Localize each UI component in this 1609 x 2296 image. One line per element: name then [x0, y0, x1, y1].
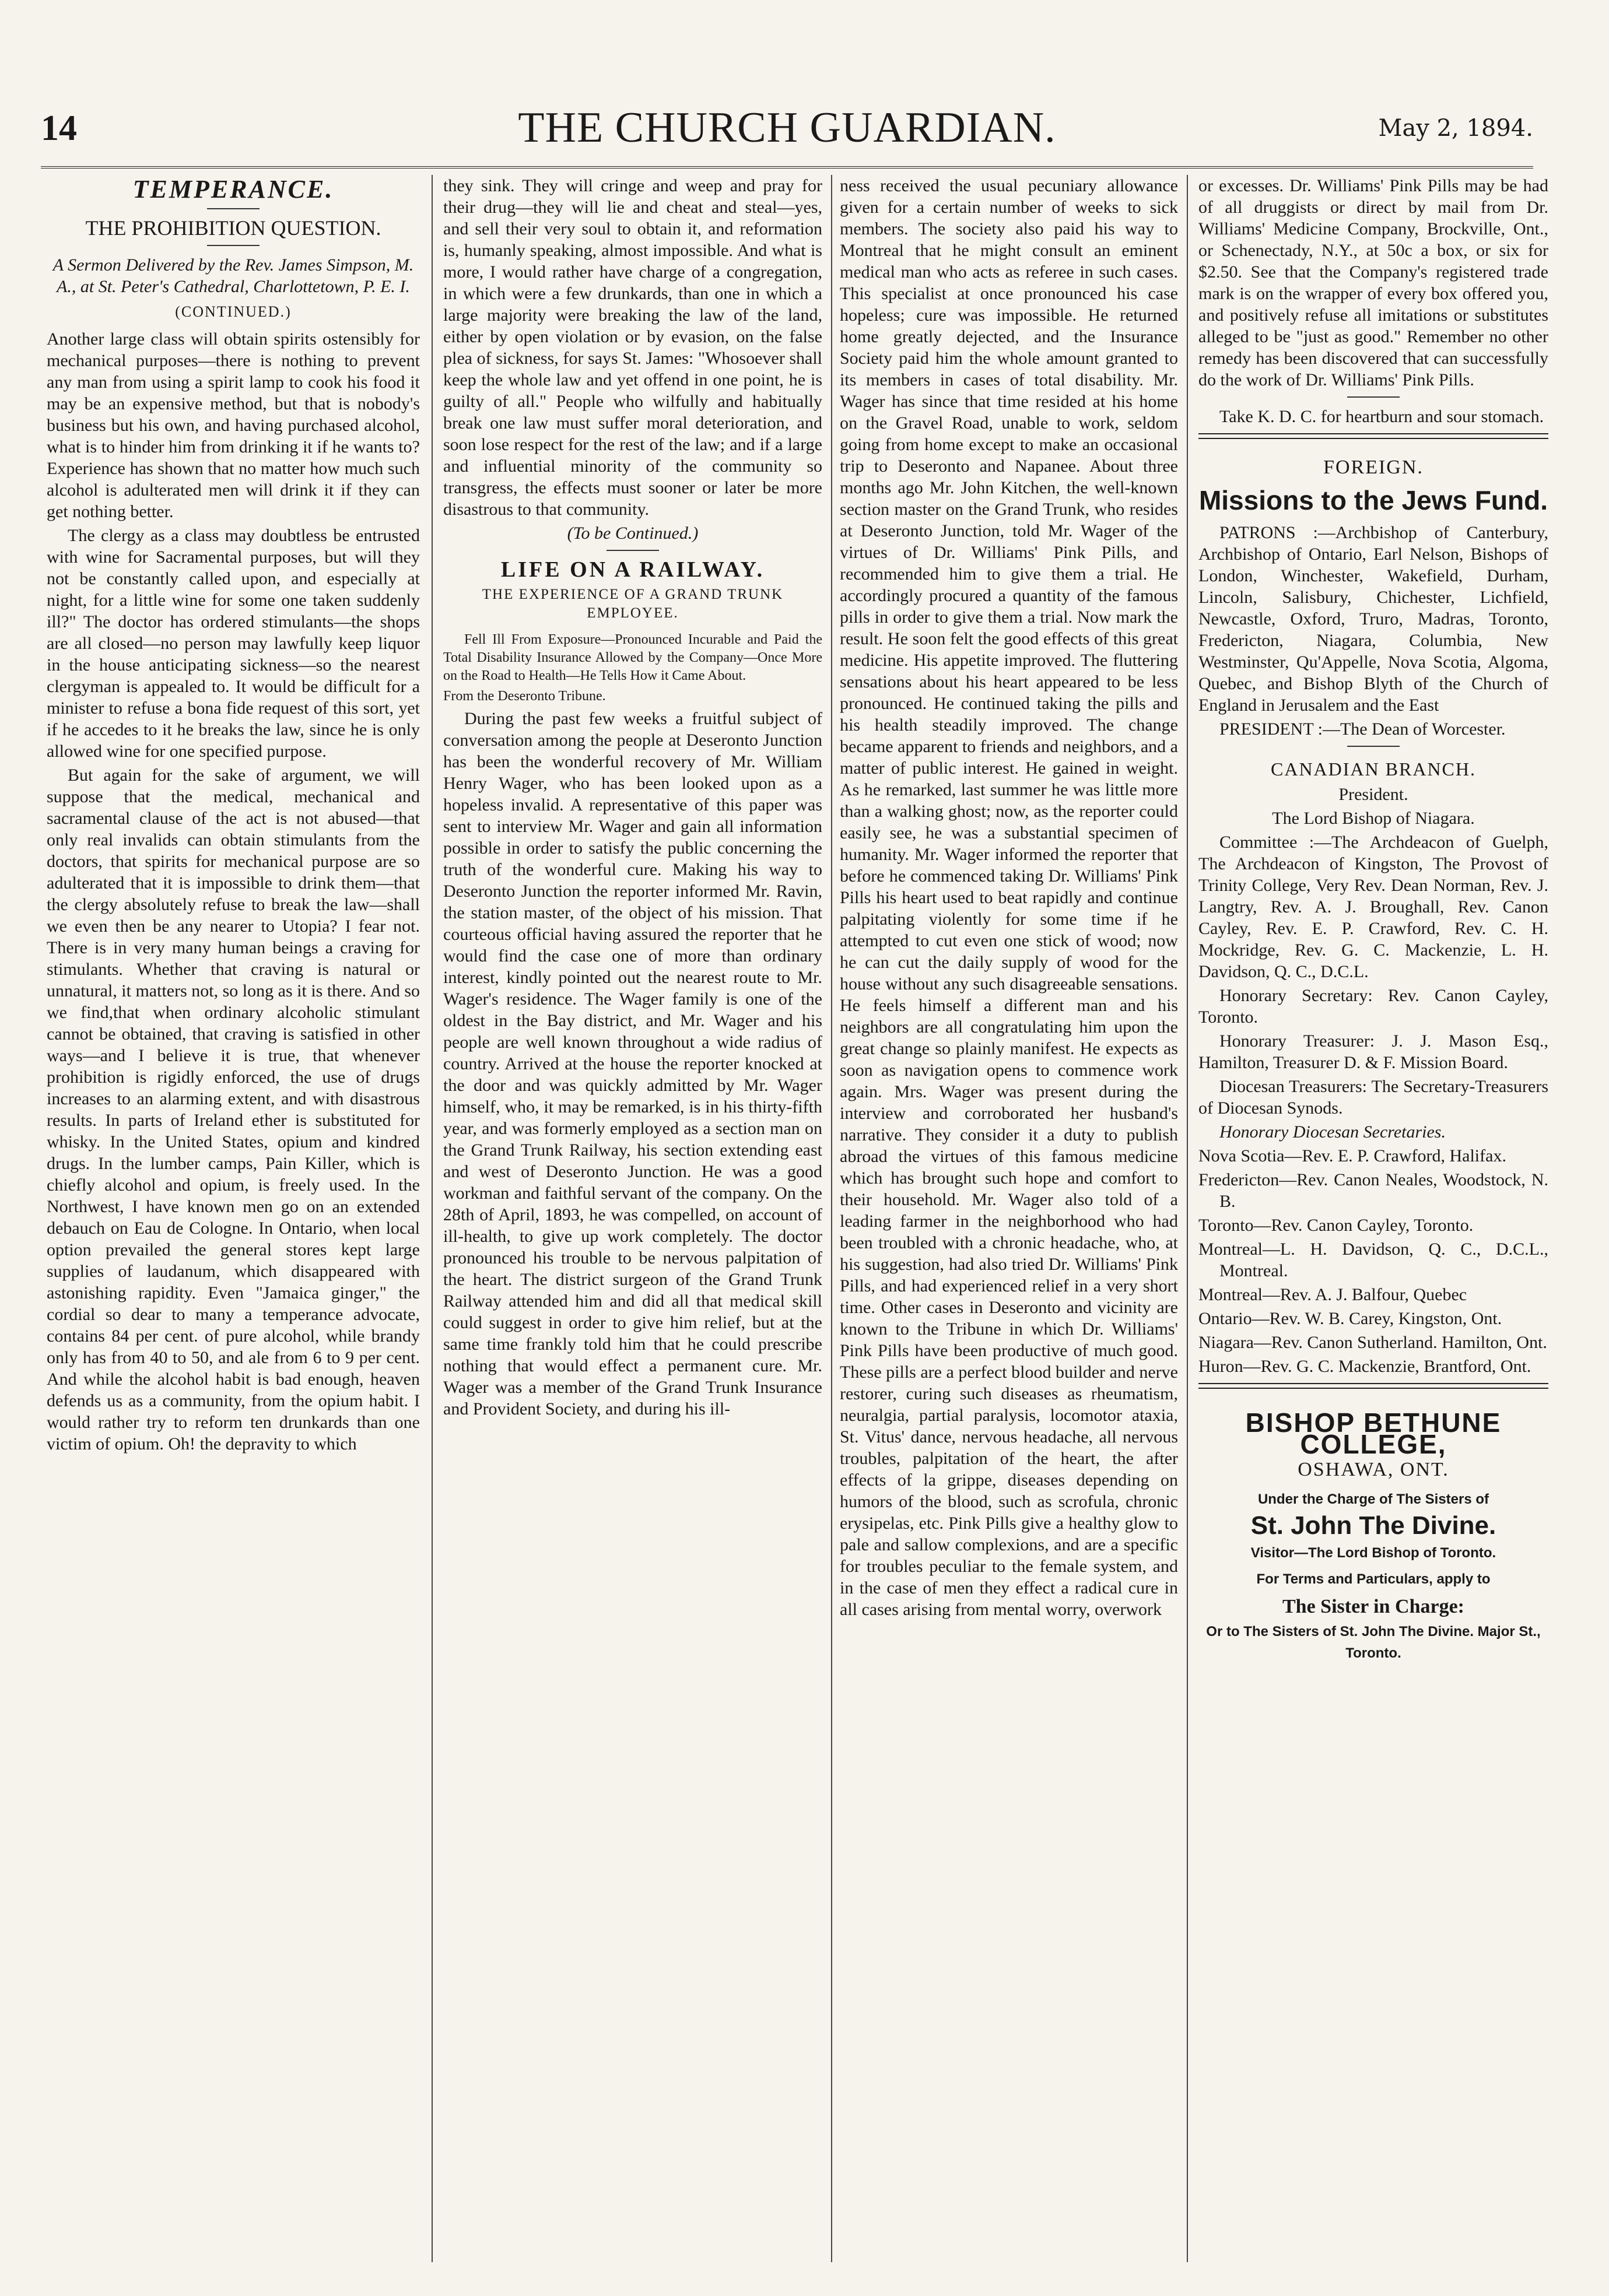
byline: A Sermon Delivered by the Rev. James Simpson, M. A., at St. Peter's Cathedral, Charlottetown, P. E. I.: [52, 255, 414, 296]
double-rule: [1198, 433, 1548, 439]
honorary-treasurer: Honorary Treasurer: J. J. Mason Esq., Hamilton, Treasurer D. & F. Mission Board.: [1198, 1031, 1548, 1072]
divider: [607, 550, 659, 551]
paragraph: The clergy as a class may doubtless be entrusted with wine for Sacramental purposes, but will they not be constantly called upon, and especially at night, for a little wine for some one taken suddenly ill?" The doctor has ordered stimulants—the shops are all closed—no person may lawfully keep liquor in the house anticipating sickness—so the nearest clergyman is appealed to. It would be difficult for a minister to refuse a bona fide request of this sort, yet if he accedes to it he breaks the law, since he is only allowed wine for one specified purpose.: [47, 526, 420, 761]
article-heading: THE PROHIBITION QUESTION.: [85, 216, 381, 240]
list-item: Ontario—Rev. W. B. Carey, Kingston, Ont.: [1198, 1309, 1502, 1328]
list-item: Montreal—Rev. A. J. Balfour, Quebec: [1198, 1285, 1467, 1304]
diocesan-treasurers: Diocesan Treasurers: The Secretary-Treasurers of Diocesan Synods.: [1198, 1077, 1548, 1118]
column-rule: [831, 175, 832, 2262]
to-be-continued: (To be Continued.): [567, 524, 699, 543]
paragraph: or excesses. Dr. Williams' Pink Pills may be had of all druggists or direct by mail from Dr. Williams' Medicine Company, Brockville, Ont., or Schenectady, N.Y., at 50c a box, or six for $2.50. See that the Company's registered trade mark is on the wrapper of every box offered you, and positively refuse all imitations or substitutes alleged to be "just as good." Remember no other remedy has been discovered that can successfully do the work of Dr. Williams' Pink Pills.: [1198, 176, 1548, 389]
list-item: Fredericton—Rev. Canon Neales, Woodstock, N. B.: [1198, 1170, 1548, 1211]
list-item: Montreal—L. H. Davidson, Q. C., D.C.L., Montreal.: [1198, 1240, 1548, 1280]
continued-note: (CONTINUED.): [175, 303, 292, 320]
ad-heading: St. John The Divine.: [1250, 1511, 1496, 1540]
honorary-secretary: Honorary Secretary: Rev. Canon Cayley, Toronto.: [1198, 986, 1548, 1027]
branch-heading: CANADIAN BRANCH.: [1270, 759, 1476, 780]
diocesan-secretaries-heading: Honorary Diocesan Secretaries.: [1219, 1122, 1446, 1142]
list-item: Nova Scotia—Rev. E. P. Crawford, Halifax.: [1198, 1146, 1506, 1165]
article-summary: Fell Ill From Exposure—Pronounced Incurable and Paid the Total Disability Insurance Allowed by the Company—Once More on the Road to Health—He Tells How it Came About.: [443, 632, 822, 683]
paragraph: they sink. They will cringe and weep and pray for their drug—they will lie and cheat and steal—yes, and sell their very soul to obtain it, and reformation is, humanly speaking, almost impossible. And what is more, I would rather have charge of a congregation, in which were a few drunkards, than one in which a large majority were breaking the law of the land, either by open violation or by evasion, on the false plea of sickness, for says St. James: "Whosoever shall keep the whole law and yet offend in one point, he is guilty of all." People who wilfully and habitually break one law must suffer moral deterioration, and soon lose respect for the rest of the law; and if a large and influential minority of the community so transgress, the effects must sooner or later be more disastrous to that community.: [443, 176, 822, 519]
list-item: Toronto—Rev. Canon Cayley, Toronto.: [1198, 1216, 1474, 1235]
president-line: PRESIDENT :—The Dean of Worcester.: [1219, 719, 1506, 739]
fund-heading: Missions to the Jews Fund.: [1198, 485, 1548, 515]
double-rule: [1198, 1383, 1548, 1389]
ad-line: Under the Charge of The Sisters of: [1257, 1491, 1489, 1507]
kdc-ad: Take K. D. C. for heartburn and sour stomach.: [1219, 407, 1544, 426]
column-3: [840, 175, 1178, 2251]
ad-line: Or to The Sisters of St. John The Divine. Major St., Toronto.: [1206, 1624, 1541, 1661]
paragraph: During the past few weeks a fruitful subject of conversation among the people at Deseronto Junction has been the wonderful recovery of Mr. William Henry Wager, who has been looked upon as a hopeless invalid. A representative of this paper was sent to interview Mr. Wager and gain all information possible in order to satisfy the public concerning the truth of the wonderful cure. Making his way to Deseronto Junction the reporter informed Mr. Ravin, the station master, of the object of his mission. That courteous official having assured the reporter that he would find the case one of more than ordinary interest, kindly pointed out the nearest route to Mr. Wager's residence. The Wager family is one of the oldest in the Bay district, and Mr. Wager and his people are well known throughout a wide radius of country. Arrived at the house the reporter knocked at the door and was quickly admitted by Mr. Wager himself, who, it may be remarked, is in his thirty-fifth year, and was formerly employed as a section man on the Grand Trunk Railway, his section extending east and west of Deseronto Junction. He was a good workman and faithful servant of the company. On the 28th of April, 1893, he was compelled, on account of ill-health, to give up work completely. The doctor pronounced his trouble to be nervous palpitation of the heart. The district surgeon of the Grand Trunk Railway attended him and did all that medical skill could suggest in order to give him relief, but at the same time frankly told him that he could prescribe nothing that would effect a permanent cure. Mr. Wager was a member of the Grand Trunk Insurance and Provident Society, and during his ill-: [443, 709, 822, 1419]
divider: [207, 208, 260, 209]
patrons-list: PATRONS :—Archbishop of Canterbury, Archbishop of Ontario, Earl Nelson, Bishops of London, Winchester, Wakefield, Durham, Lincoln, Salisbury, Chichester, Lichfield, Newcastle, Oxford, Truro, Madras, Toronto, Fredericton, Niagara, Columbia, New Westminster, Qu'Appelle, Nova Scotia, Algoma, Quebec, and Bishop Blyth of the Church of England in Jerusalem and the East: [1198, 523, 1548, 715]
masthead: [41, 104, 1533, 168]
ad-contact-heading: The Sister in Charge:: [1282, 1596, 1464, 1617]
divider: [1347, 746, 1400, 747]
page-number: 14: [41, 108, 77, 148]
column-rule: [1187, 175, 1188, 2262]
paragraph: But again for the sake of argument, we will suppose that the medical, mechanical and sacramental clause of the act is not abused—that only real invalids can obtain stimulants from the doctors, that spirits for mechanical purpose are so adulterated that it is impossible to drink them—that the clergy absolutely refuse to break the law—shall we even then be any nearer to Utopia? I fear not. There is in very many human beings a craving for stimulants. Whether that craving is natural or unnatural, it matters not, so long as it is there. And so we find,that when ordinary alcoholic stimulant cannot be obtained, that craving is satisfied in other ways—and I believe it is true, that whenever prohibition is rigidly enforced, the use of drugs increases to an alarming extent, and with disastrous results. In parts of Ireland ether is substituted for whisky. In the United States, opium and kindred drugs. In the lumber camps, Pain Killer, which is chiefly alcohol and opium, is freely used. In the Northwest, I have known men go on an extended debauch on Eau de Cologne. In Ontario, when local option prevailed the general stores kept large supplies of laudanum, which disappeared with astonishing rapidity. Even "Jamaica ginger," the cordial so dear to many a temperance advocate, contains 84 per cent. of pure alcohol, while brandy only has from 40 to 50, and ale from 6 to 9 per cent. And while the alcohol habit is bad enough, heaven defends us as a community, from the opium habit. I would rather try to reform ten drunkards than one victim of opium. Oh! the depravity to which: [47, 766, 420, 1454]
college-location: OSHAWA, ONT.: [1298, 1459, 1449, 1480]
section-heading: FOREIGN.: [1323, 457, 1424, 478]
article-heading: LIFE ON A RAILWAY.: [500, 557, 765, 582]
article-source: From the Deseronto Tribune.: [443, 689, 606, 704]
issue-date: May 2, 1894.: [1378, 115, 1533, 142]
column-2: [443, 175, 822, 2251]
committee-list: Committee :—The Archdeacon of Guelph, The Archdeacon of Kingston, The Provost of Trinity College, Very Rev. Dean Norman, Rev. J. Langtry, Rev. A. J. Broughall, Rev. Canon Cayley, Rev. E. P. Crawford, Rev. C. H. Mockridge, Rev. G. C. Mackenzie, L. H. Davidson, Q. C., D.C.L.: [1198, 833, 1548, 981]
column-rule: [432, 175, 433, 2262]
ad-line: For Terms and Particulars, apply to: [1256, 1571, 1491, 1587]
divider: [207, 245, 260, 246]
column-1: [47, 175, 420, 2251]
newspaper-title: THE CHURCH GUARDIAN.: [518, 104, 1056, 152]
secretaries-list: [1198, 1145, 1548, 1377]
list-item: Huron—Rev. G. C. Mackenzie, Brantford, Ont.: [1198, 1357, 1531, 1376]
president-name: The Lord Bishop of Niagara.: [1272, 809, 1475, 828]
ad-line: Visitor—The Lord Bishop of Toronto.: [1250, 1545, 1496, 1561]
college-ad-heading: BISHOP BETHUNE COLLEGE,: [1245, 1407, 1502, 1459]
divider: [1347, 396, 1400, 398]
paragraph: ness received the usual pecuniary allowance given for a certain number of weeks to sick members. The society also paid his way to Montreal that he might consult an eminent medical man who acts as referee in such cases. This specialist at once pronounced his case hopeless; cure was impossible. He returned home greatly dejected, and the Insurance Society paid him the whole amount granted to its members in cases of total disability. Mr. Wager has since that time resided at his home on the Gravel Road, unable to work, seldom going from home except to make an occasional trip to Deseronto and Napanee. About three months ago Mr. John Kitchen, the well-known section master on the Grand Trunk, who resides at Deseronto Junction, told Mr. Wager of the virtues of Dr. Williams' Pink Pills, and recommended him to give them a trial. He accordingly procured a quantity of the famous pills in order to give them a trial. Now mark the result. He soon felt the good effects of this great medicine. His appetite improved. The fluttering sensations about his heart appeared to be less pronounced. He continued taking the pills and his health steadily improved. The change became apparent to friends and neighbors, and a matter of public interest. He gained in weight. As he remarked, last summer he was little more than a walking ghost; now, as the reporter could easily see, he was a substantial specimen of humanity. Mr. Wager informed the reporter that before he commenced taking Dr. Williams' Pink Pills his heart used to beat rapidly and continue palpitating violently for some time if he attempted to cut even one stick of wood; now he can cut the daily supply of wood for the house without any such disagreeable sensations. He feels himself a different man and his neighbors are all congratulating him upon the great change so plainly manifest. He expects as soon as navigation opens to commence work again. Mrs. Wager was present during the interview and corroborated her husband's narrative. They consider it a duty to publish abroad the virtues of this famous medicine which has brought such hope and comfort to their household. Mr. Wager also told of a leading farmer in the neighborhood who had been troubled with a chronic headache, who, at his suggestion, had also tried Dr. Williams' Pink Pills, and had experienced relief in a very short time. Other cases in Deseronto and vicinity are known to the Tribune in which Dr. Williams' Pink Pills have been productive of much good. These pills are a perfect blood builder and nerve restorer, curing such diseases as rheumatism, neuralgia, partial paralysis, locomotor ataxia, St. Vitus' dance, nervous headache, all nervous troubles, palpitation of the heart, the after effects of la grippe, diseases depending on humors of the blood, such as scrofula, chronic erysipelas, etc. Pink Pills give a healthy glow to pale and sallow complexions, and are a specific for troubles peculiar to the female system, and in the case of men they effect a radical cure in all cases arising from mental worry, overwork: [840, 176, 1178, 1619]
column-4: [1198, 175, 1548, 2251]
paragraph: Another large class will obtain spirits ostensibly for mechanical purposes—there is nothing to prevent any man from using a spirit lamp to cook his food it may be an expensive method, but that is nobody's business but his own, and having purchased alcohol, what is to hinder him from drinking it if he wants to? Experience has shown that no matter how much such alcohol is adulterated men will drink it if they can get nothing better.: [47, 329, 420, 521]
section-heading: TEMPERANCE.: [132, 175, 334, 203]
article-subheading: THE EXPERIENCE OF A GRAND TRUNK EMPLOYEE.: [482, 587, 784, 621]
president-label: President.: [1338, 785, 1408, 804]
list-item: Niagara—Rev. Canon Sutherland. Hamilton, Ont.: [1198, 1333, 1547, 1352]
